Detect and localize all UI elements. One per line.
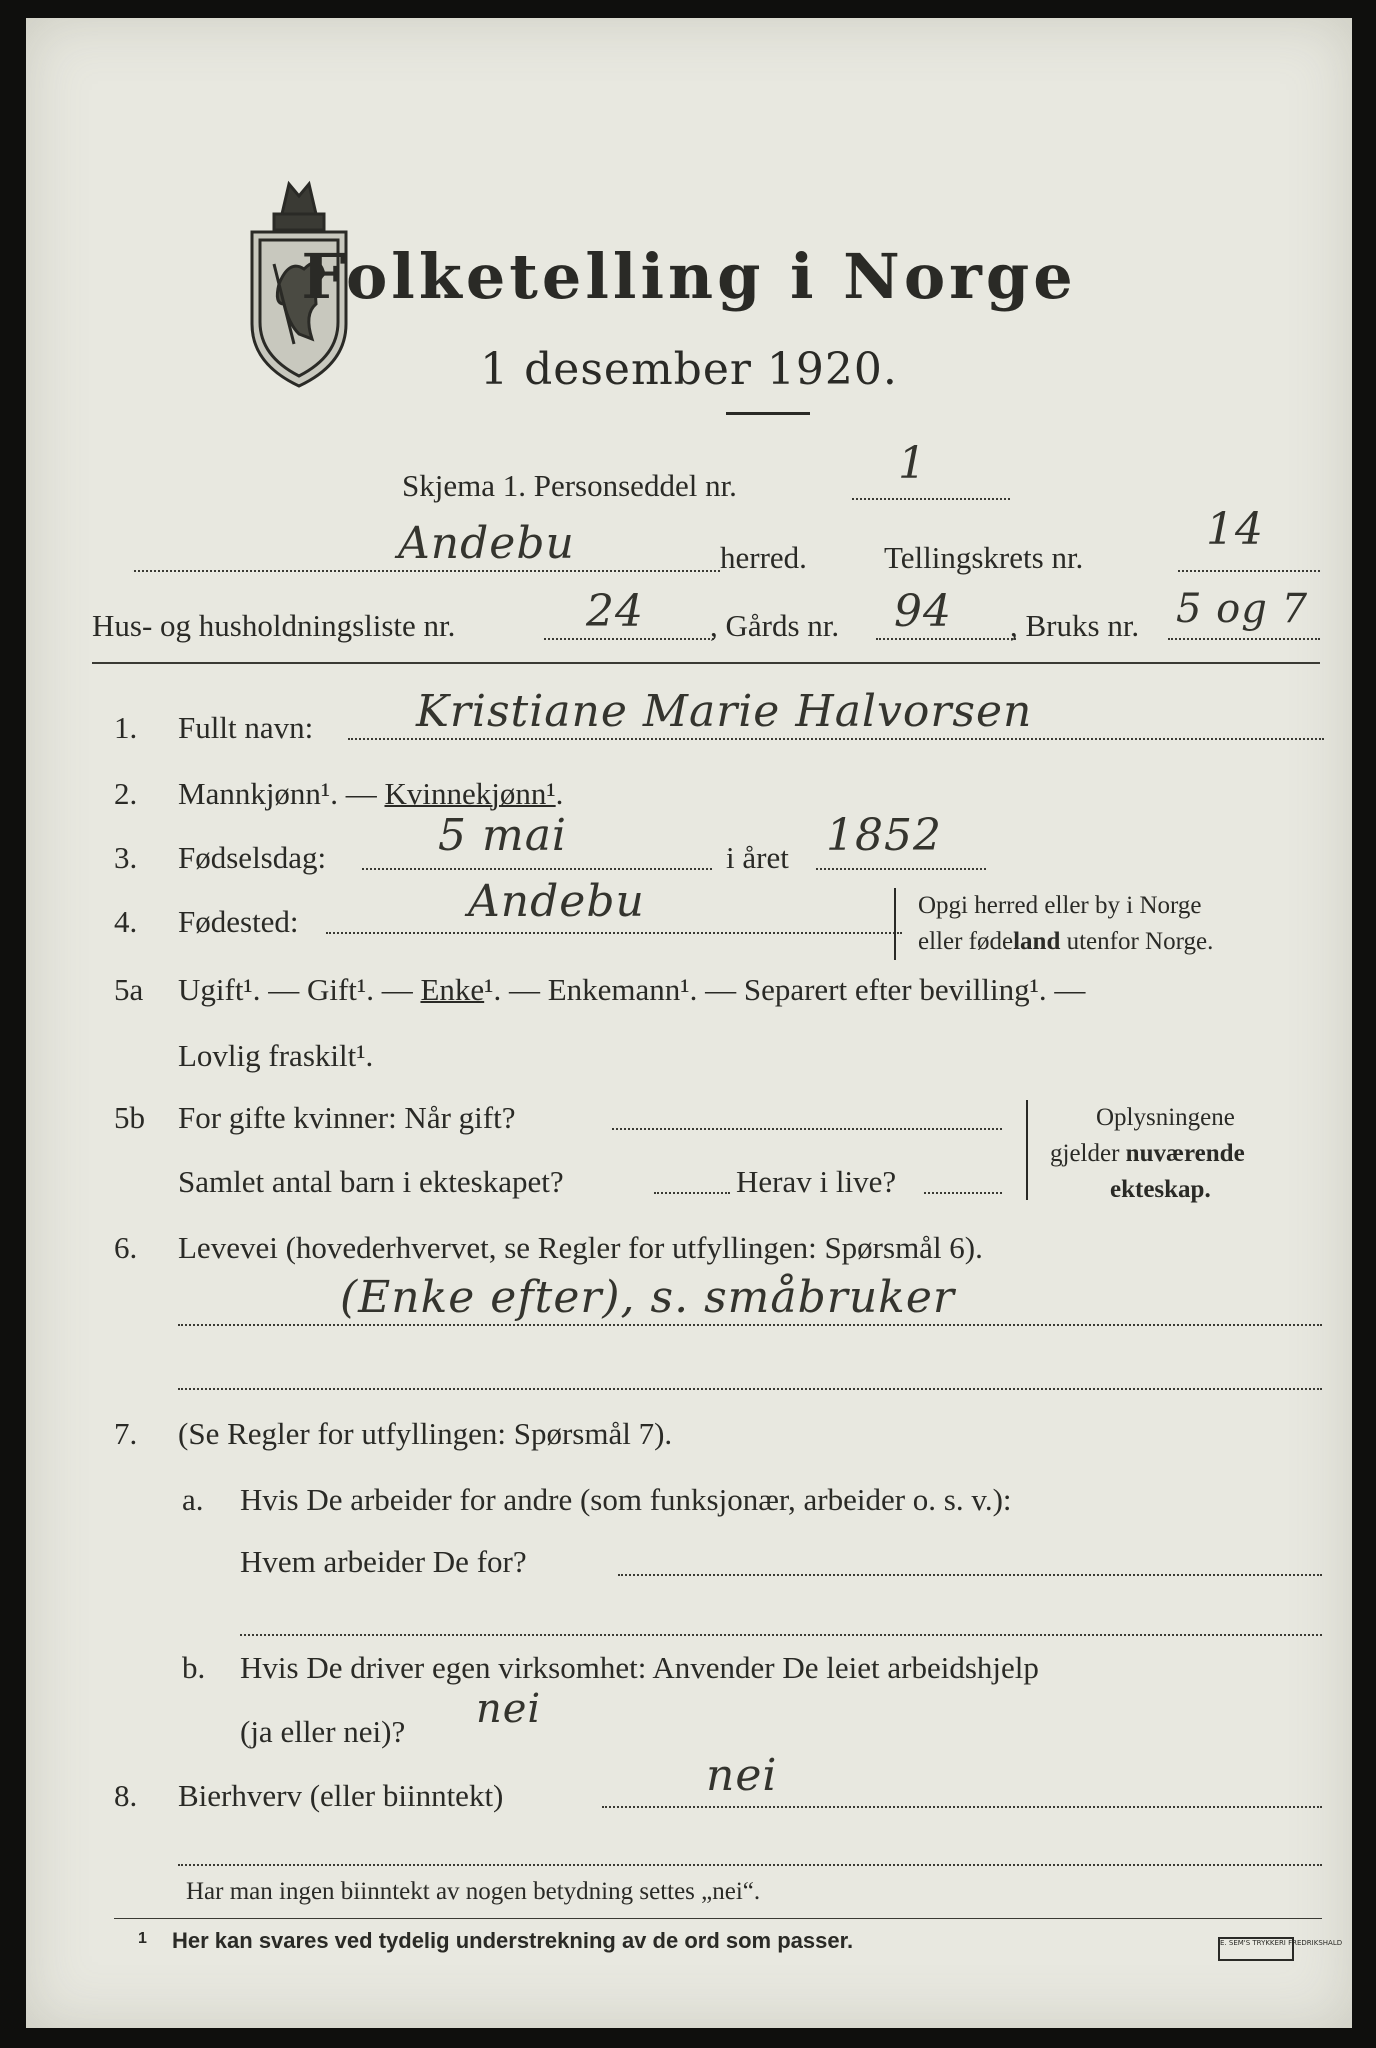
q8-extra-dotted-line	[178, 1864, 1322, 1866]
printer-stamp: E. SEM'S TRYKKERI FREDRIKSHALD	[1218, 1937, 1294, 1961]
q4-note-line-1: Opgi herred eller by i Norge	[918, 892, 1202, 919]
municipality-value: Andebu	[398, 518, 575, 569]
q5a-enke-option: Enke	[420, 972, 485, 1007]
q5b-note-line-2	[1050, 1140, 1245, 1168]
bruks-nr-value: 5 og 7	[1176, 586, 1309, 632]
q4-note-brace	[894, 888, 899, 960]
q1-number: 1.	[114, 710, 138, 745]
q2-number: 2.	[114, 776, 138, 811]
q1-label: Fullt navn:	[178, 710, 314, 745]
q4-label: Fødested:	[178, 904, 299, 939]
q6-answer-dotted-line	[178, 1324, 1322, 1326]
title-divider	[726, 412, 810, 415]
hus-label: Hus- og husholdningsliste nr.	[92, 608, 456, 643]
q5a-lovlig-fraskilt: Lovlig fraskilt¹.	[178, 1038, 374, 1073]
hus-nr-value: 24	[586, 586, 644, 637]
q8-answer-value: nei	[706, 1750, 778, 1801]
q7a-letter: a.	[182, 1482, 204, 1517]
q5a-options	[178, 972, 1085, 1008]
q8-label: Bierhverv (eller biinntekt)	[178, 1778, 504, 1813]
q5b-note-nuvaerende: nuværende	[1125, 1140, 1245, 1167]
bruks-label: , Bruks nr.	[1010, 608, 1140, 643]
personseddel-dotted-line	[852, 498, 1010, 500]
q5b-children-dotted-line	[654, 1192, 730, 1194]
q5b-alive-dotted-line	[924, 1192, 1002, 1194]
q2-options	[178, 776, 563, 812]
q2-period: .	[555, 776, 564, 811]
header-separator	[92, 662, 1320, 664]
q4-birthplace-value: Andebu	[468, 876, 645, 927]
q4-note-part-c: utenfor Norge.	[1060, 928, 1214, 955]
q5b-note-brace	[1026, 1100, 1031, 1200]
q5a-number: 5a	[114, 972, 144, 1007]
q6-occupation-value: (Enke efter), s. småbruker	[340, 1272, 955, 1323]
q5b-when-married-dotted-line	[612, 1128, 1002, 1130]
q7b-line-1: Hvis De driver egen virksomhet: Anvender De leiet arbeidshjelp	[240, 1650, 1039, 1685]
q5b-when-married-label: For gifte kvinner: Når gift?	[178, 1100, 516, 1135]
q6-number: 6.	[114, 1230, 138, 1265]
gards-label: , Gårds nr.	[710, 608, 840, 643]
q7b-letter: b.	[182, 1650, 206, 1685]
q3-day-dotted-line	[362, 868, 712, 870]
q2-kvinnekjonn-option: Kvinnekjønn¹	[384, 776, 556, 811]
q5b-number: 5b	[114, 1100, 145, 1135]
q5b-note-line-3: ekteskap.	[1110, 1176, 1211, 1203]
q8-dotted-line	[602, 1806, 1322, 1808]
q5b-children-label: Samlet antal barn i ekteskapet?	[178, 1164, 564, 1199]
q7a-extra-dotted-line	[240, 1634, 1322, 1636]
footer-note: Har man ingen biinntekt av nogen betydning settes „nei“.	[186, 1878, 761, 1905]
footnote-separator	[114, 1918, 1322, 1919]
q3-number: 3.	[114, 840, 138, 875]
hus-dotted-line	[544, 638, 714, 640]
q3-year-label: i året	[726, 840, 789, 875]
q6-label: Levevei (hovederhvervet, se Regler for utfyllingen: Spørsmål 6).	[178, 1230, 983, 1265]
form-title: Folketelling i Norge	[301, 240, 1077, 313]
q8-number: 8.	[114, 1778, 138, 1813]
gards-dotted-line	[876, 638, 1016, 640]
q3-year-dotted-line	[816, 868, 986, 870]
q7a-line-1: Hvis De arbeider for andre (som funksjonær, arbeider o. s. v.):	[240, 1482, 1012, 1517]
q4-note-line-2	[918, 928, 1213, 956]
herred-label: herred.	[720, 540, 807, 575]
q6-extra-dotted-line	[178, 1388, 1322, 1390]
bruks-dotted-line	[1168, 638, 1320, 640]
skjema-label: Skjema 1. Personseddel nr.	[402, 468, 737, 503]
gards-nr-value: 94	[894, 586, 952, 637]
personseddel-nr-value: 1	[898, 438, 927, 489]
tellingskrets-label: Tellingskrets nr.	[884, 540, 1084, 575]
q5a-other-options: ¹. — Enkemann¹. — Separert efter bevilling¹. —	[484, 972, 1086, 1007]
q7a-line-2: Hvem arbeider De for?	[240, 1544, 527, 1579]
tellingskrets-nr-value: 14	[1206, 504, 1264, 555]
q3-birth-year-value: 1852	[826, 810, 942, 861]
q7b-line-2: (ja eller nei)?	[240, 1714, 406, 1749]
q7-label: (Se Regler for utfyllingen: Spørsmål 7).	[178, 1416, 673, 1451]
herred-dotted-line	[134, 570, 720, 572]
q3-label: Fødselsdag:	[178, 840, 327, 875]
footnote-mark: 1	[138, 1930, 147, 1947]
tellingskrets-dotted-line	[1178, 570, 1320, 572]
q4-dotted-line	[326, 932, 902, 934]
q1-dotted-line	[348, 738, 1324, 740]
q5b-alive-label: Herav i live?	[736, 1164, 897, 1199]
footnote-text: Her kan svares ved tydelig understrekning av de ord som passer.	[172, 1928, 854, 1953]
census-form-page	[26, 18, 1352, 2028]
q7-number: 7.	[114, 1416, 138, 1451]
q1-full-name-value: Kristiane Marie Halvorsen	[416, 686, 1033, 737]
q7b-answer-value: nei	[476, 1686, 542, 1732]
q7a-dotted-line	[618, 1574, 1322, 1576]
q4-note-part-b: land	[1013, 928, 1061, 955]
q4-note-part-a: eller føde	[918, 928, 1014, 955]
q5b-note-line-1: Oplysningene	[1096, 1104, 1235, 1131]
census-date: 1 desember 1920.	[480, 344, 898, 395]
q5b-note-gjelder: gjelder	[1050, 1140, 1126, 1167]
q4-number: 4.	[114, 904, 138, 939]
q2-mannkjonn-option: Mannkjønn¹. —	[178, 776, 385, 811]
q5a-ugift-gift-options: Ugift¹. — Gift¹. —	[178, 972, 421, 1007]
q3-birth-day-value: 5 mai	[438, 810, 568, 861]
